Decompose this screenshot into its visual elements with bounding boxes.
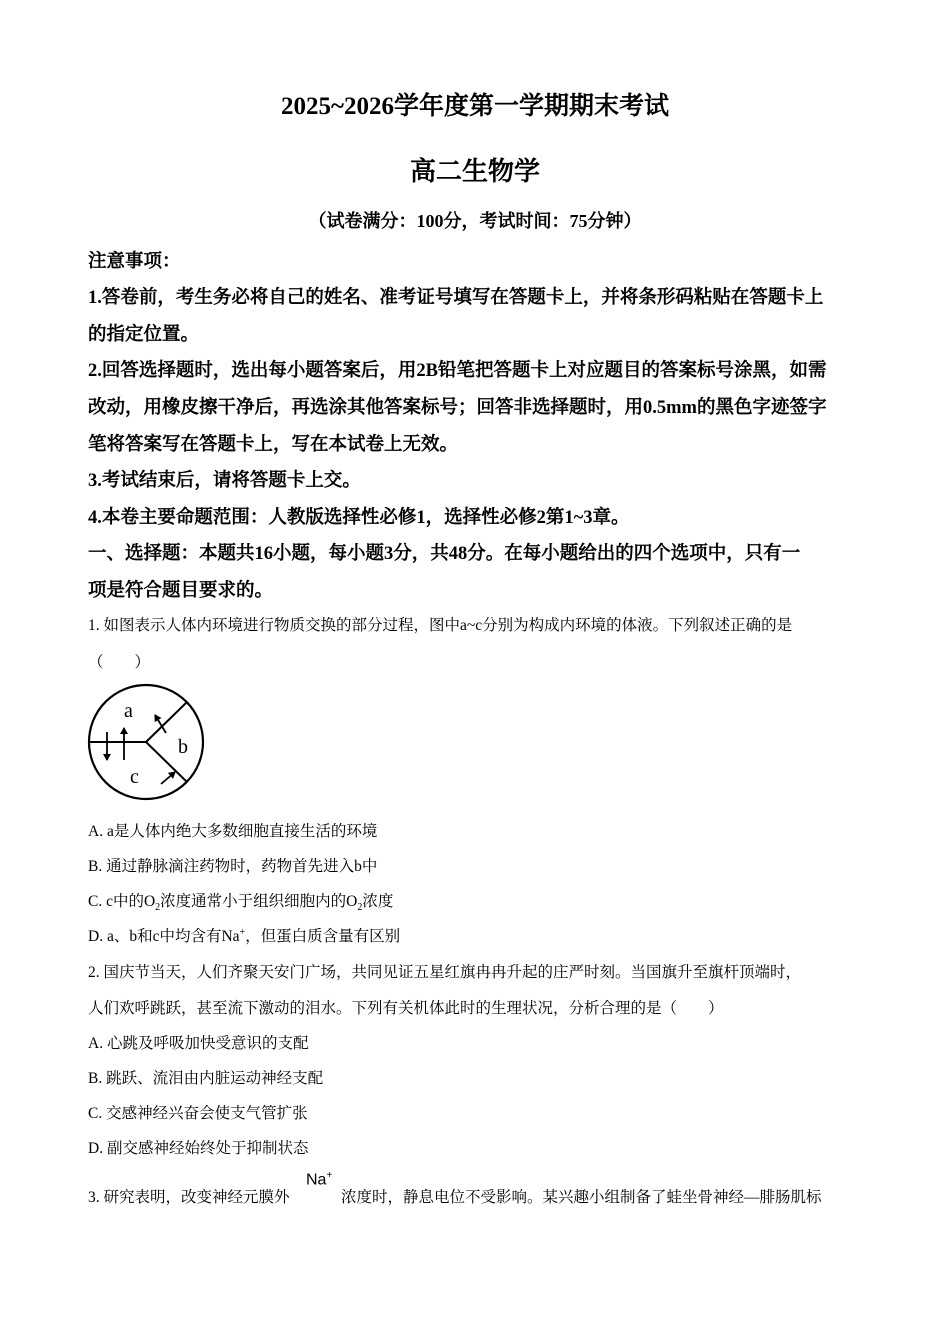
notice-line-7: 4.本卷主要命题范围：人教版选择性必修1，选择性必修2第1~3章。 [88,508,630,528]
notice-line-4: 改动，用橡皮擦干净后，再选涂其他答案标号；回答非选择题时，用0.5mm的黑色字迹签字 [88,398,827,418]
q1-option-c: C. c中的$O_2$浓度通常小于组织细胞内的$O_2$浓度 [88,893,394,914]
label-c: c [130,766,139,788]
q3-sodium-ion: Na+ [306,1170,333,1189]
q2-option-a: A. 心跳及呼吸加快受意识的支配 [88,1035,309,1052]
notice-heading: 注意事项： [88,252,181,272]
label-b: b [178,736,188,758]
section1-line-2: 项是符合题目要求的。 [88,581,274,601]
notice-line-2: 的指定位置。 [88,325,200,345]
body-fluid-exchange-diagram [84,682,208,802]
q2-stem-line-2: 人们欢呼跳跃，甚至流下激动的泪水。下列有关机体此时的生理状况，分析合理的是（ ） [88,1000,724,1017]
q2-option-b: B. 跳跃、流泪由内脏运动神经支配 [88,1070,324,1087]
q1-option-b: B. 通过静脉滴注药物时，药物首先进入b中 [88,858,378,875]
notice-line-6: 3.考试结束后，请将答题卡上交。 [88,471,361,491]
q2-option-d: D. 副交感神经始终处于抑制状态 [88,1140,309,1157]
notice-line-1: 1.答卷前，考生务必将自己的姓名、准考证号填写在答题卡上，并将条形码粘贴在答题卡上 [88,288,824,308]
notice-line-5: 笔将答案写在答题卡上，写在本试卷上无效。 [88,435,459,455]
subject-title: 高二生物学 [409,157,540,186]
q3-stem-pre: 3. 研究表明，改变神经元膜外 [88,1189,290,1206]
q1-stem-line-2: （ ） [88,654,151,671]
q2-stem-line-1: 2. 国庆节当天，人们齐聚天安门广场，共同见证五星红旗冉冉升起的庄严时刻。当国旗升至旗杆顶端时， [88,964,802,981]
label-a: a [124,700,133,722]
q1-stem-line-1: 1. 如图表示人体内环境进行物质交换的部分过程，图中a~c分别为构成内环境的体液。下列叙述正确的是 [88,617,793,634]
arrow-c-to-b-icon [161,772,175,784]
q1-option-d: D. a、b和c中均含有Na+，但蛋白质含量有区别 [88,926,401,945]
notice-line-3: 2.回答选择题时，选出每小题答案后，用2B铅笔把答题卡上对应题目的答案标号涂黑，如需 [88,361,827,381]
q1-option-a: A. a是人体内绝大多数细胞直接生活的环境 [88,823,378,840]
q3-stem-post: 浓度时，静息电位不受影响。某兴趣小组制备了蛙坐骨神经—腓肠肌标 [341,1189,822,1206]
exam-info: （试卷满分：100分，考试时间：75分钟） [308,211,642,231]
exam-title: 2025~2026学年度第一学期期末考试 [280,93,669,120]
section1-line-1: 一、选择题：本题共16小题，每小题3分，共48分。在每小题给出的四个选项中，只有一 [88,544,801,564]
q2-option-c: C. 交感神经兴奋会使支气管扩张 [88,1105,308,1122]
